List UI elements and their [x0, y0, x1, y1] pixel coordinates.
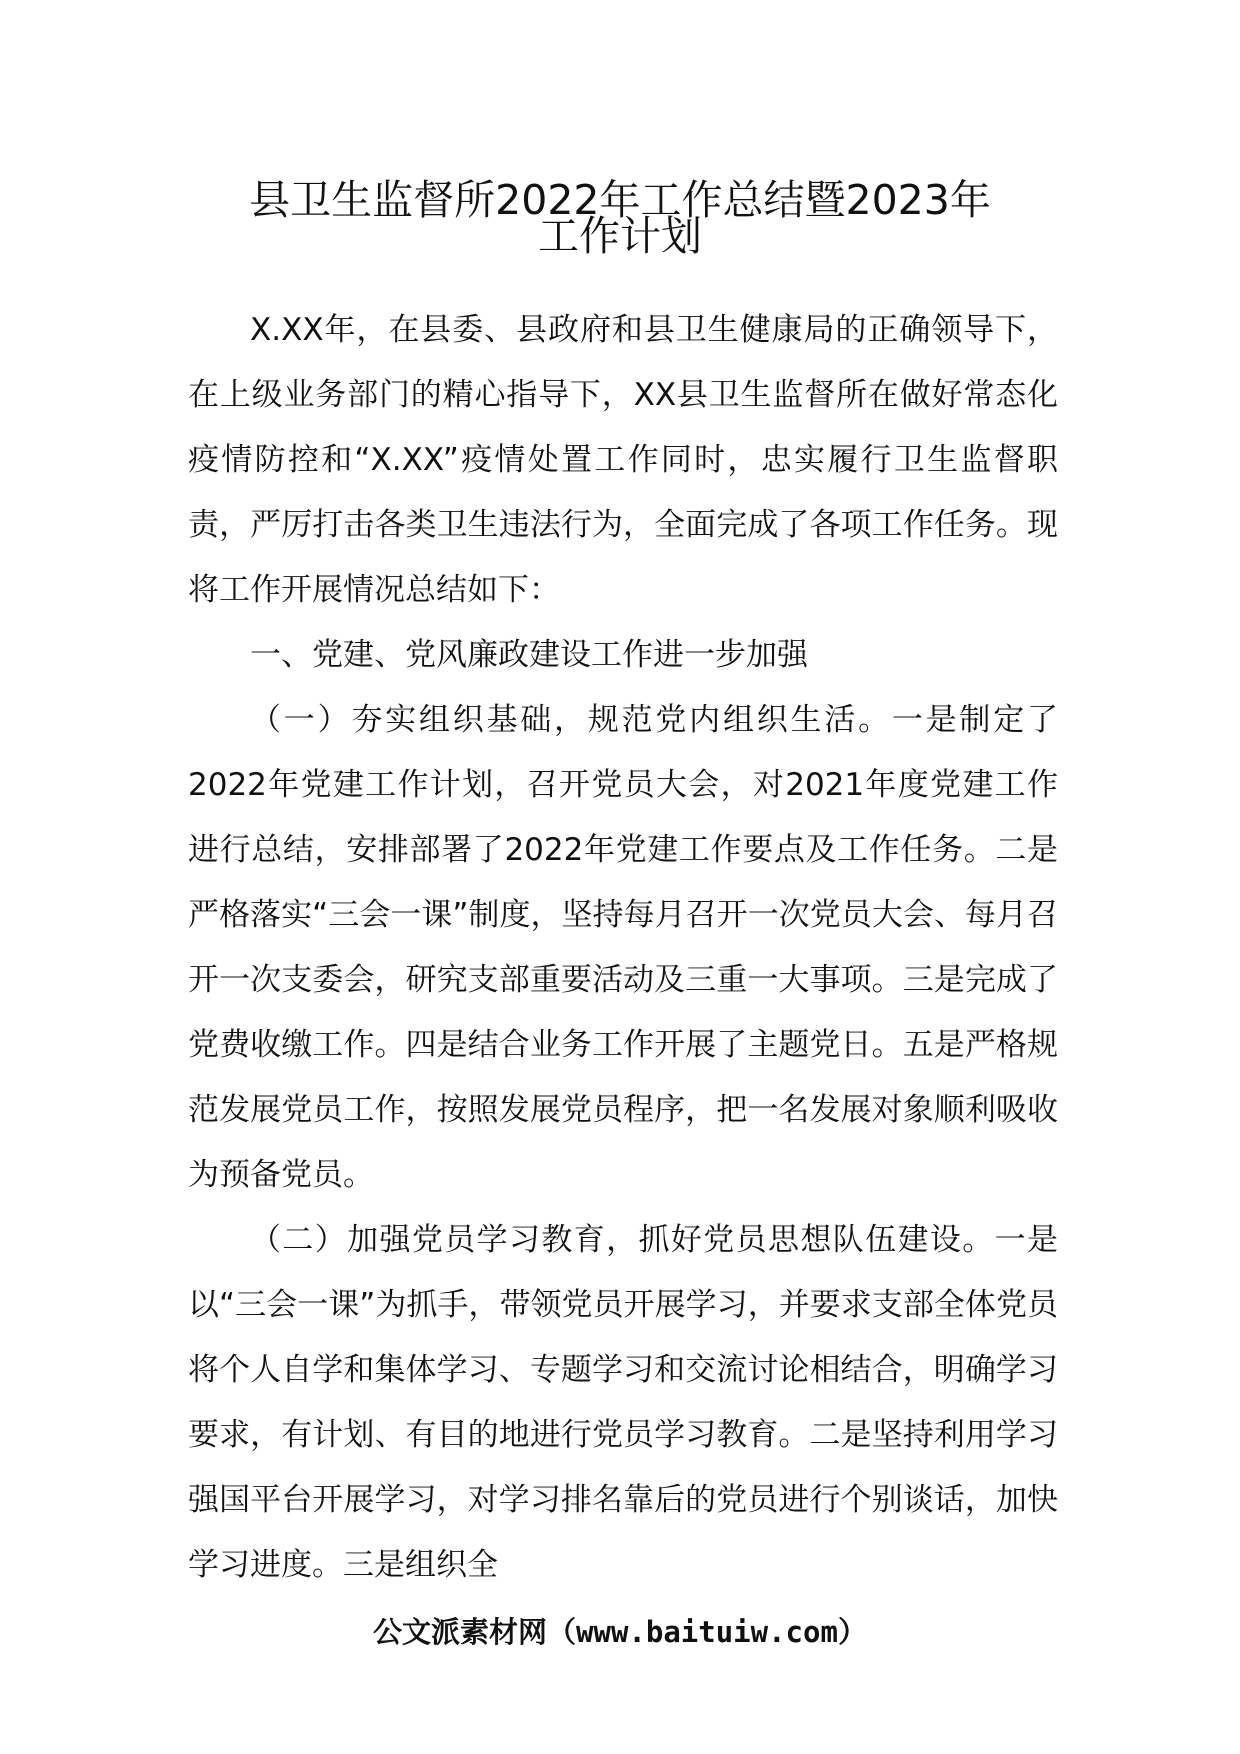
paragraph-intro: X.XX年，在县委、县政府和县卫生健康局的正确领导下，在上级业务部门的精心指导下，XX县卫生监督所在做好常态化疫情防控和“X.XX”疫情处置工作同时，忠实履行卫生监督职责，严厉打击各类卫生违法行为，全面完成了各项工作任务。现将工作开展情况总结如下：: [188, 312, 1058, 608]
section-heading-1: 一、党建、党风廉政建设工作进一步加强: [250, 637, 808, 673]
document-title-line-2: 工作计划: [538, 212, 702, 260]
document-body: [188, 298, 1058, 1598]
paragraph-subsection-1: （一）夯实组织基础，规范党内组织生活。一是制定了2022年党建工作计划，召开党员大会，对2021年度党建工作进行总结，安排部署了2022年党建工作要点及工作任务。二是严格落实“三会一课”制度，坚持每月召开一次党员大会、每月召开一次支委会，研究支部重要活动及三重一大事项。三是完成了党费收缴工作。四是结合业务工作开展了主题党日。五是严格规范发展党员工作，按照发展党员程序，把一名发展对象顺利吸收为预备党员。: [188, 702, 1058, 1193]
document-title-line-1: 县卫生监督所2022年工作总结暨2023年: [249, 176, 991, 224]
paragraph-subsection-2: （二）加强党员学习教育，抓好党员思想队伍建设。一是以“三会一课”为抓手，带领党员开展学习，并要求支部全体党员将个人自学和集体学习、专题学习和交流讨论相结合，明确学习要求，有计划、有目的地进行党员学习教育。二是坚持利用学习强国平台开展学习，对学习排名靠后的党员进行个别谈话，加快学习进度。三是组织全: [188, 1222, 1058, 1583]
footer-watermark: 公文派素材网（www.baituiw.com）: [373, 1615, 867, 1649]
